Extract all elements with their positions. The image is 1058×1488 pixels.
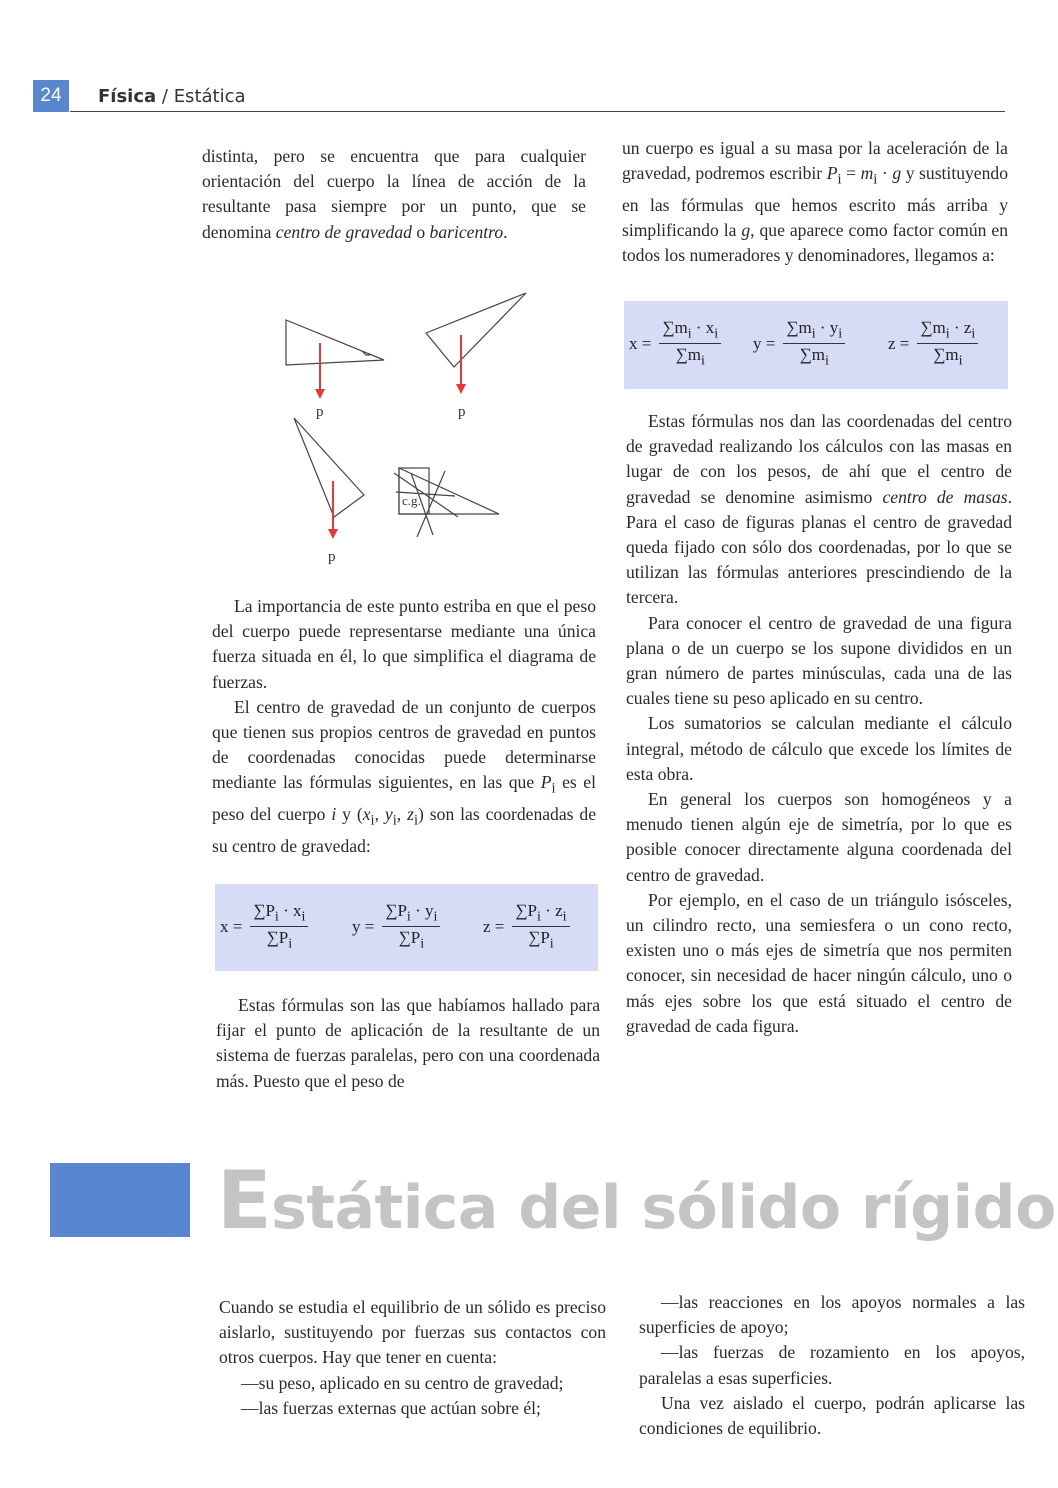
- triangle-1: [286, 320, 384, 365]
- subscript: i: [413, 812, 419, 829]
- formula-var: y =: [352, 916, 375, 936]
- formula-box-weights: [215, 884, 598, 971]
- text: . Para el caso de figuras planas el centro de gravedad queda fijado con sólo dos coordenadas, por lo que se utilizan las fórmulas anteriores prescindiendo de la tercera.: [626, 486, 1012, 608]
- text: =: [841, 163, 861, 184]
- fraction: [917, 318, 978, 370]
- symbol-P: P: [826, 163, 838, 184]
- paragraph-centro-masas: [626, 409, 1012, 611]
- fraction: [250, 901, 308, 953]
- fraction: [783, 318, 845, 370]
- text: ,: [396, 804, 408, 825]
- triangle-3: [294, 418, 364, 517]
- section-accent-bar: [50, 1163, 190, 1237]
- right-column-top: [622, 136, 1008, 269]
- paragraph-masa-aceleracion: [622, 136, 1008, 269]
- subscript: i: [837, 171, 842, 188]
- denominator: $\sum m_i$: [799, 345, 829, 369]
- triangles-figure: [270, 285, 540, 570]
- symbol-y: y: [384, 804, 393, 825]
- paragraph-equilibrio-solido: Cuando se estudia el equilibrio de un sólido es preciso aislarlo, sustituyendo por fuerzas sus contactos con otros cuerpos. Hay que tener en cuenta:: [219, 1297, 606, 1368]
- fraction: [512, 901, 569, 953]
- denominator: $\sum P_i$: [398, 928, 425, 952]
- text: Estas fórmulas nos dan las coordenadas del centro de gravedad realizando los cálculos con las masas en lugar de con los pesos, de ahí que el centro de gravedad se denomine asimismo: [626, 411, 1012, 507]
- term-centro-de-gravedad: centro de gravedad: [275, 221, 412, 242]
- section-title: [217, 1154, 1056, 1248]
- paragraph-figura-plana: Para conocer el centro de gravedad de una figura plana o de un cuerpo se los supone divididos en un gran número de partes minúsculas, cada una de las cuales tiene su peso aplicado en su centro.: [626, 612, 1012, 709]
- weight-label-3: p: [328, 549, 336, 565]
- formula-var: y =: [753, 333, 776, 353]
- weight-arrowhead-3: [328, 529, 338, 539]
- bottom-left-column: [219, 1295, 606, 1421]
- formula-x-weights: [220, 901, 308, 953]
- text: un cuerpo es igual a su masa por la aceleración de la gravedad, podremos escribir: [622, 138, 1008, 184]
- text: y sustituyendo en las fórmulas que hemos escrito más arriba y simplificando la: [622, 163, 1008, 241]
- paragraph-importancia: La importancia de este punto estriba en que el peso del cuerpo puede representarse mediante una única fuerza situada en él, lo que simplifica el diagrama de fuerzas.: [212, 596, 596, 692]
- formula-var: x =: [629, 333, 652, 353]
- paragraph-centro-gravedad: [202, 144, 586, 245]
- numerator: $\sum m_i \cdot y_i$: [783, 318, 845, 344]
- symbol-x: x: [362, 804, 371, 825]
- left-column-bottom: [216, 993, 600, 1094]
- right-column-middle: [626, 409, 1012, 1039]
- subscript: i: [392, 812, 397, 829]
- term-centro-de-masas: centro de masas: [882, 486, 1008, 507]
- weight-arrows: [315, 335, 466, 539]
- denominator: $\sum P_i$: [528, 928, 554, 952]
- fraction: [382, 901, 440, 953]
- symbol-P: P: [540, 772, 552, 793]
- text: , que aparece como factor común en todos los numeradores y denominadores, llegamos a:: [622, 220, 1008, 266]
- weight-label-1: p: [316, 404, 324, 420]
- bottom-right-column: [639, 1290, 1025, 1441]
- formula-box-masses: [624, 301, 1008, 389]
- numerator: $\sum m_i \cdot z_i$: [917, 318, 978, 344]
- term-baricentro: baricentro: [429, 221, 504, 242]
- running-head: [98, 86, 246, 107]
- paragraph-sumatorios: Los sumatorios se calculan mediante el cálculo integral, método de cálculo que excede los límites de esta obra.: [626, 713, 1012, 784]
- subscript: i: [551, 780, 556, 797]
- formula-var: z =: [888, 333, 910, 353]
- triangle-2: [426, 293, 526, 367]
- fraction: [659, 318, 721, 370]
- text: ,: [374, 804, 385, 825]
- running-head-section: Física: [98, 86, 157, 107]
- formula-x-masses: [629, 318, 721, 370]
- text: o: [411, 221, 430, 242]
- denominator: $\sum P_i$: [266, 928, 293, 952]
- formula-y-masses: [753, 318, 845, 370]
- median-2: [417, 471, 445, 537]
- section-title-initial: E: [217, 1154, 272, 1247]
- text: ) son las coordenadas de su centro de gravedad:: [212, 804, 597, 856]
- weight-arrowhead-1: [315, 389, 325, 399]
- paragraph-homogeneos: En general los cuerpos son homogéneos y a menudo tienen algún eje de simetría, por lo que es posible conocer directamente alguna coordenada del centro de gravedad.: [626, 789, 1012, 885]
- text: El centro de gravedad de un conjunto de cuerpos que tienen sus propios centros de gravedad en puntos de coordenadas conocidas puede determinarse mediante las fórmulas siguientes, en las que: [212, 696, 596, 793]
- list-item-rozamiento: —las fuerzas de rozamiento en los apoyos, paralelas a esas superficies.: [639, 1342, 1025, 1388]
- text: es el peso del cuerpo: [212, 772, 596, 825]
- weight-arrowhead-2: [456, 384, 466, 394]
- section-title-rest: stática del sólido rígido: [271, 1173, 1056, 1243]
- numerator: $\sum P_i \cdot z_i$: [512, 901, 569, 927]
- text: distinta, pero se encuentra que para cualquier orientación del cuerpo la línea de acción de la resultante pasa siempre por un punto, que se denomina: [202, 146, 586, 242]
- numerator: $\sum m_i \cdot x_i$: [659, 318, 721, 344]
- denominator: $\sum m_i$: [675, 345, 705, 369]
- formula-z-masses: [888, 318, 978, 370]
- paragraph-conjunto-cuerpos: [212, 695, 596, 859]
- formula-var: x =: [220, 916, 243, 936]
- formula-z-weights: [483, 901, 570, 953]
- symbol-m: m: [860, 163, 874, 184]
- text: y (: [336, 804, 363, 825]
- denominator: $\sum m_i$: [933, 345, 963, 369]
- text: .: [503, 221, 508, 242]
- left-column-top: [202, 144, 586, 245]
- left-column-middle: [212, 594, 596, 859]
- paragraph-ejemplo: Por ejemplo, en el caso de un triángulo isósceles, un cilindro recto, una semiesfera o un cono recto, existen uno o más ejes de simetría que nos permiten conocer, sin necesidad de hacer ningún cálculo, uno o más ejes sobre los que está situado el centro de gravedad de cada figura.: [626, 889, 1012, 1036]
- weight-label-2: p: [458, 404, 466, 420]
- subscript: i: [370, 812, 375, 829]
- symbol-i: i: [331, 804, 337, 825]
- paragraph-formulas-halladas: Estas fórmulas son las que habíamos hallado para fijar el punto de aplicación de la resultante de un sistema de fuerzas paralelas, pero con una coordenada más. Puesto que el peso de: [216, 995, 600, 1091]
- list-item-peso: —su peso, aplicado en su centro de gravedad;: [241, 1372, 564, 1393]
- subscript: i: [873, 171, 878, 188]
- running-head-separator: /: [156, 86, 174, 107]
- symbol-g: g: [892, 163, 902, 184]
- header-rule: [70, 111, 1005, 112]
- symbol-g: g: [741, 220, 751, 241]
- symbol-z: z: [407, 804, 414, 825]
- cg-label: c.g.: [402, 493, 421, 508]
- paragraph-condiciones: Una vez aislado el cuerpo, podrán aplicarse las condiciones de equilibrio.: [639, 1392, 1025, 1439]
- numerator: $\sum P_i \cdot x_i$: [250, 901, 308, 927]
- numerator: $\sum P_i \cdot y_i$: [382, 901, 440, 927]
- page-number: 24: [33, 80, 69, 112]
- list-item-fuerzas-externas: —las fuerzas externas que actúan sobre él;: [241, 1397, 541, 1418]
- running-head-subsection: Estática: [173, 86, 246, 107]
- text: ·: [877, 163, 893, 184]
- formula-var: z =: [483, 916, 505, 936]
- formula-y-weights: [352, 901, 440, 953]
- list-item-reacciones: —las reacciones en los apoyos normales a las superficies de apoyo;: [639, 1292, 1025, 1338]
